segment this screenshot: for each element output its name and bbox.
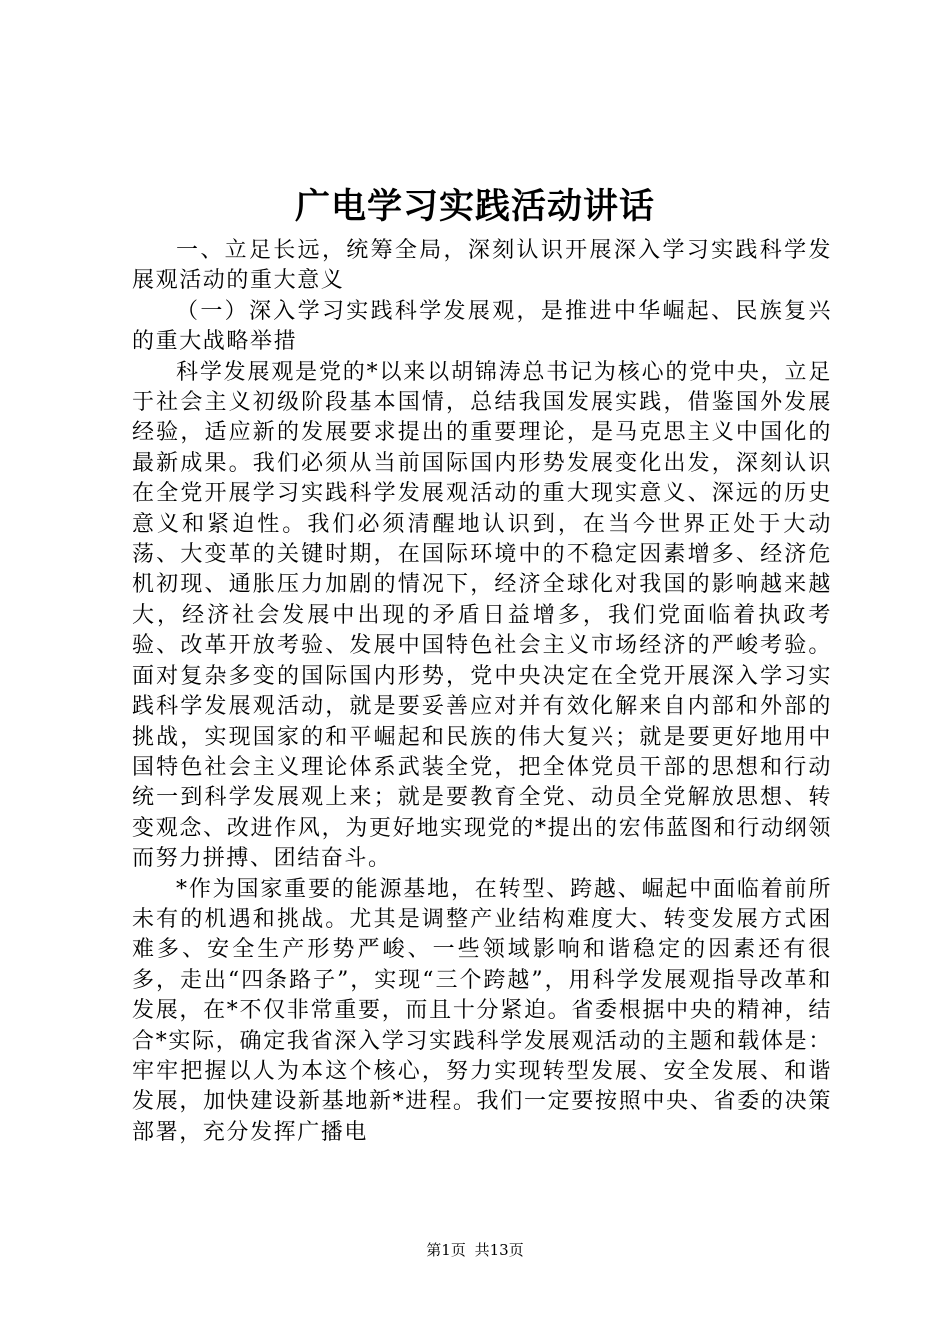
page-footer: 第1页 共13页: [426, 1241, 524, 1259]
paragraph-subsection-heading: （一）深入学习实践科学发展观，是推进中华崛起、民族复兴的重大战略举措: [132, 298, 832, 355]
document-title: 广电学习实践活动讲话: [294, 186, 655, 227]
paragraph-body-1: 科学发展观是党的*以来以胡锦涛总书记为核心的党中央，立足于社会主义初级阶段基本国情，总结我国发展实践，借鉴国外发展经验，适应新的发展要求提出的重要理论，是马克思主义中国化的最新成果。我们必须从当前国际国内形势发展变化出发，深刻认识在全党开展学习实践科学发展观活动的重大现实意义、深远的历史意义和紧迫性。我们必须清醒地认识到，在当今世界正处于大动荡、大变革的关键时期，在国际环境中的不稳定因素增多、经济危机初现、通胀压力加剧的情况下，经济全球化对我国的影响越来越大，经济社会发展中出现的矛盾日益增多，我们党面临着执政考验、改革开放考验、发展中国特色社会主义市场经济的严峻考验。面对复杂多变的国际国内形势，党中央决定在全党开展深入学习实践科学发展观活动，就是要妥善应对并有效化解来自内部和外部的挑战，实现国家的和平崛起和民族的伟大复兴；就是要更好地用中国特色社会主义理论体系武装全党，把全体党员干部的思想和行动统一到科学发展观上来；就是要教育全党、动员全党解放思想、转变观念、改进作风，为更好地实现党的*提出的宏伟蓝图和行动纲领而努力拼搏、团结奋斗。: [132, 359, 832, 872]
paragraph-body-2: *作为国家重要的能源基地，在转型、跨越、崛起中面临着前所未有的机遇和挑战。尤其是调整产业结构难度大、转变发展方式困难多、安全生产形势严峻、一些领域影响和谐稳定的因素还有很多，走出“四条路子”，实现“三个跨越”，用科学发展观指导改革和发展，在*不仅非常重要，而且十分紧迫。省委根据中央的精神，结合*实际，确定我省深入学习实践科学发展观活动的主题和载体是：牢牢把握以人为本这个核心，努力实现转型发展、安全发展、和谐发展，加快建设新基地新*进程。我们一定要按照中央、省委的决策部署，充分发挥广播电: [132, 876, 832, 1145]
document-body: [132, 236, 832, 1148]
paragraph-section-heading: 一、立足长远，统筹全局，深刻认识开展深入学习实践科学发展观活动的重大意义: [132, 238, 832, 294]
